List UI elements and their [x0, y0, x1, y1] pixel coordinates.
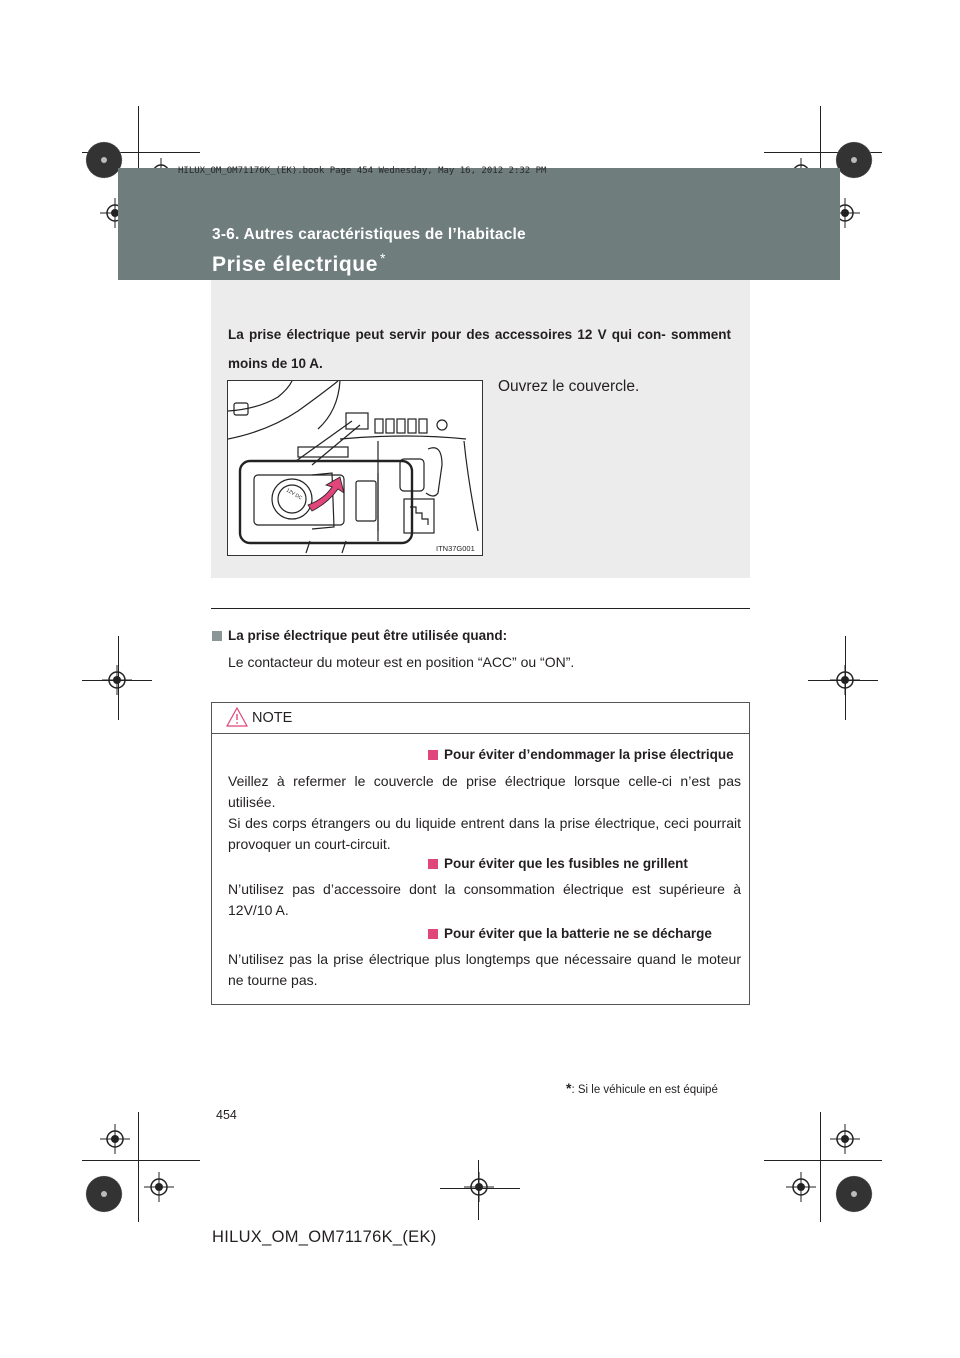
intro-text: La prise électrique peut servir pour des accessoires 12 V qui con- somment moins de 10 A. [228, 327, 731, 371]
note-item-heading [428, 856, 688, 871]
note-item-heading [428, 926, 712, 941]
starburst-mark-icon [834, 1174, 874, 1214]
registration-mark-icon [830, 665, 860, 695]
note-label: NOTE [252, 710, 293, 726]
note-header-divider [211, 733, 750, 734]
square-bullet-icon [428, 750, 438, 760]
figure-code: ITN37G001 [436, 544, 475, 553]
note-item-text [228, 771, 741, 855]
footnote-text: : Si le véhicule en est équipé [571, 1084, 718, 1096]
usage-text: Le contacteur du moteur est en position “ACC” ou “ON”. [228, 654, 575, 670]
note-item-heading [428, 747, 734, 762]
note-paragraph: Si des corps étrangers ou du liquide entrent dans la prise électrique, ceci pourrait provoquer un court-circuit. [228, 815, 741, 852]
registration-mark-icon [464, 1172, 494, 1202]
note-item-text [228, 949, 741, 991]
crop-mark [820, 1112, 821, 1222]
square-bullet-icon [428, 929, 438, 939]
document-code: HILUX_OM_OM71176K_(EK) [212, 1228, 437, 1246]
note-item-text [228, 879, 741, 921]
power-outlet-figure [227, 380, 483, 556]
note-paragraph: N’utilisez pas d’accessoire dont la consommation électrique est supérieure à 12V/10 A. [228, 881, 741, 918]
book-stamp: HILUX_OM_OM71176K_(EK).book Page 454 Wednesday, May 16, 2012 2:32 PM [178, 166, 547, 176]
note-box [211, 702, 750, 1005]
registration-mark-icon [100, 1124, 130, 1154]
usage-heading [212, 628, 507, 643]
equipment-mark: * [380, 250, 387, 266]
note-item-heading-text: Pour éviter que les fusibles ne grillent [444, 856, 688, 871]
crop-mark [138, 1112, 139, 1222]
section-breadcrumb: 3-6. Autres caractéristiques de l’habitacle [212, 226, 526, 243]
registration-mark-icon [144, 1172, 174, 1202]
note-paragraph: N’utilisez pas la prise électrique plus longtemps que nécessaire quand le moteur ne tourne pas. [228, 951, 741, 988]
footnote-mark: * [566, 1080, 572, 1096]
registration-mark-icon [102, 665, 132, 695]
note-item-heading-text: Pour éviter que la batterie ne se décharge [444, 926, 712, 941]
registration-mark-icon [786, 1172, 816, 1202]
usage-heading-text: La prise électrique peut être utilisée quand: [228, 628, 508, 643]
warning-triangle-icon [225, 706, 249, 728]
page-title [212, 250, 386, 277]
power-outlet-illustration [228, 381, 482, 555]
square-bullet-icon [212, 631, 222, 641]
section-divider [211, 608, 750, 609]
square-bullet-icon [428, 859, 438, 869]
equipment-footnote [566, 1080, 718, 1096]
note-item-heading-text: Pour éviter d’endommager la prise électrique [444, 747, 734, 762]
starburst-mark-icon [84, 1174, 124, 1214]
page-title-text: Prise électrique [212, 253, 379, 276]
svg-text:12V DC: 12V DC [285, 487, 304, 502]
crop-mark [82, 1160, 200, 1161]
starburst-mark-icon [834, 140, 874, 180]
crop-mark [764, 1160, 882, 1161]
registration-mark-icon [830, 1124, 860, 1154]
note-paragraph: Veillez à refermer le couvercle de prise électrique lorsque celle-ci n’est pas utilisée. [228, 773, 741, 810]
page-number: 454 [216, 1108, 237, 1122]
figure-caption: Ouvrez le couvercle. [498, 378, 640, 395]
